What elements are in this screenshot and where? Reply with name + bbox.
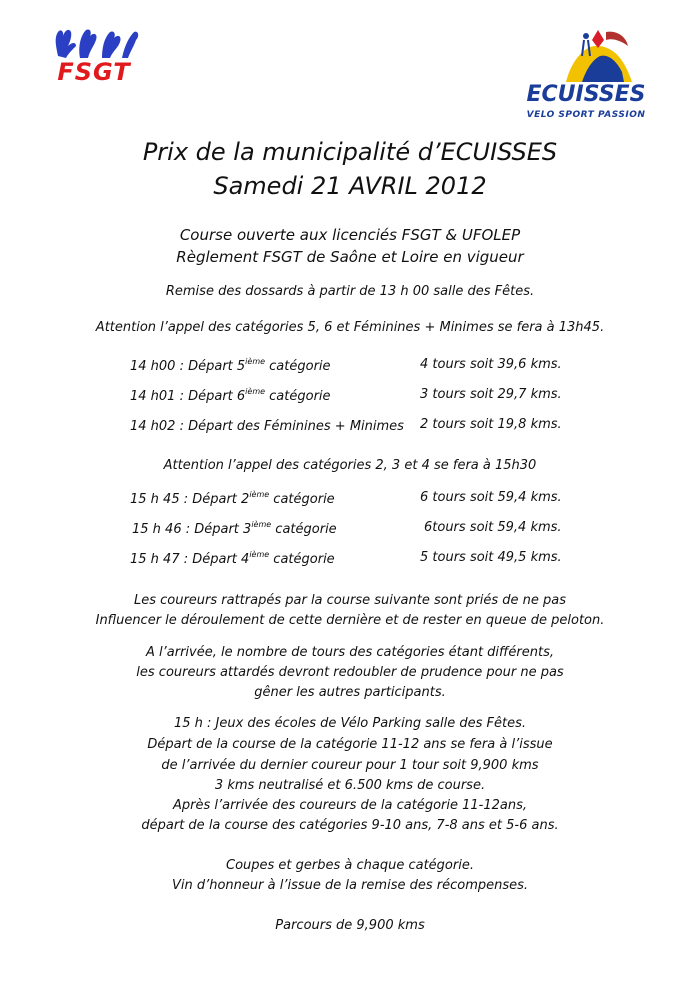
- schedule-start: 14 h00 : Départ 5ième catégorie: [130, 357, 331, 374]
- paragraph-line: les coureurs attardés devront redoubler de prudence pour ne pas: [136, 665, 564, 680]
- call-time-first: Attention l’appel des catégories 5, 6 et Féminines + Minimes se fera à 13h45.: [95, 320, 605, 335]
- eligibility-line: Course ouverte aux licenciés FSGT & UFOLEP: [179, 226, 521, 244]
- paragraph-line: Coupes et gerbes à chaque catégorie.: [226, 858, 474, 873]
- paragraph-line: Les coureurs rattrapés par la course suivante sont priés de ne pas: [133, 593, 567, 608]
- schedule-laps: 2 tours soit 19,8 kms.: [420, 417, 562, 432]
- paragraph-line: Vin d’honneur à l’issue de la remise des récompenses.: [171, 878, 529, 893]
- schedule-laps: 4 tours soit 39,6 kms.: [420, 357, 562, 372]
- paragraph-line: départ de la course des catégories 9-10 ans, 7-8 ans et 5-6 ans.: [141, 818, 559, 833]
- schedule-laps: 6tours soit 59,4 kms.: [424, 520, 562, 535]
- mountain-emblem-icon: [562, 26, 634, 84]
- regulation-line: Règlement FSGT de Saône et Loire en vigueur: [176, 248, 524, 266]
- paragraph-line: 15 h : Jeux des écoles de Vélo Parking salle des Fêtes.: [173, 716, 527, 731]
- ecuisses-logo-text: ECUISSES: [526, 82, 646, 107]
- ecuisses-logo-subtext: VELO SPORT PASSION: [526, 110, 646, 120]
- schedule-row: [0, 550, 700, 570]
- schedule-laps: 5 tours soit 49,5 kms.: [420, 550, 562, 565]
- schedule-start: 14 h02 : Départ des Féminines + Minimes: [130, 419, 404, 434]
- paragraph-line: A l’arrivée, le nombre de tours des catégories étant différents,: [145, 645, 555, 660]
- ecuisses-logo: [518, 26, 654, 120]
- paragraph-line: Après l’arrivée des coureurs de la catégorie 11-12ans,: [172, 798, 528, 813]
- schedule-start: 14 h01 : Départ 6ième catégorie: [130, 387, 331, 404]
- event-title: Prix de la municipalité d’ECUISSES: [142, 138, 558, 166]
- schedule-start: 15 h 45 : Départ 2ième catégorie: [130, 490, 335, 507]
- call-time-second: Attention l’appel des catégories 2, 3 et 4 se fera à 15h30: [163, 458, 537, 473]
- dossards-line: Remise des dossards à partir de 13 h 00 salle des Fêtes.: [165, 284, 535, 299]
- event-date: Samedi 21 AVRIL 2012: [213, 172, 487, 200]
- schedule-row: [0, 357, 700, 377]
- schedule-start: 15 h 47 : Départ 4ième catégorie: [130, 550, 335, 567]
- paragraph-line: Départ de la course de la catégorie 11-12 ans se fera à l’issue: [147, 737, 553, 752]
- schedule-row: [0, 417, 700, 437]
- schedule-row: [0, 520, 700, 540]
- paragraph-line: 3 kms neutralisé et 6.500 kms de course.: [214, 778, 486, 793]
- schedule-start: 15 h 46 : Départ 3ième catégorie: [132, 520, 337, 537]
- course-distance: Parcours de 9,900 kms: [275, 918, 425, 933]
- raised-hands-icon: [52, 24, 140, 60]
- fsgt-logo: [48, 24, 140, 90]
- fsgt-logo-text: FSGT: [57, 58, 131, 86]
- paragraph-line: gêner les autres participants.: [254, 685, 446, 700]
- paragraph-line: Influencer le déroulement de cette dernière et de rester en queue de peloton.: [95, 613, 605, 628]
- paragraph-line: de l’arrivée du dernier coureur pour 1 tour soit 9,900 kms: [161, 758, 539, 773]
- schedule-laps: 6 tours soit 59,4 kms.: [420, 490, 562, 505]
- schedule-laps: 3 tours soit 29,7 kms.: [420, 387, 562, 402]
- schedule-row: [0, 490, 700, 510]
- schedule-row: [0, 387, 700, 407]
